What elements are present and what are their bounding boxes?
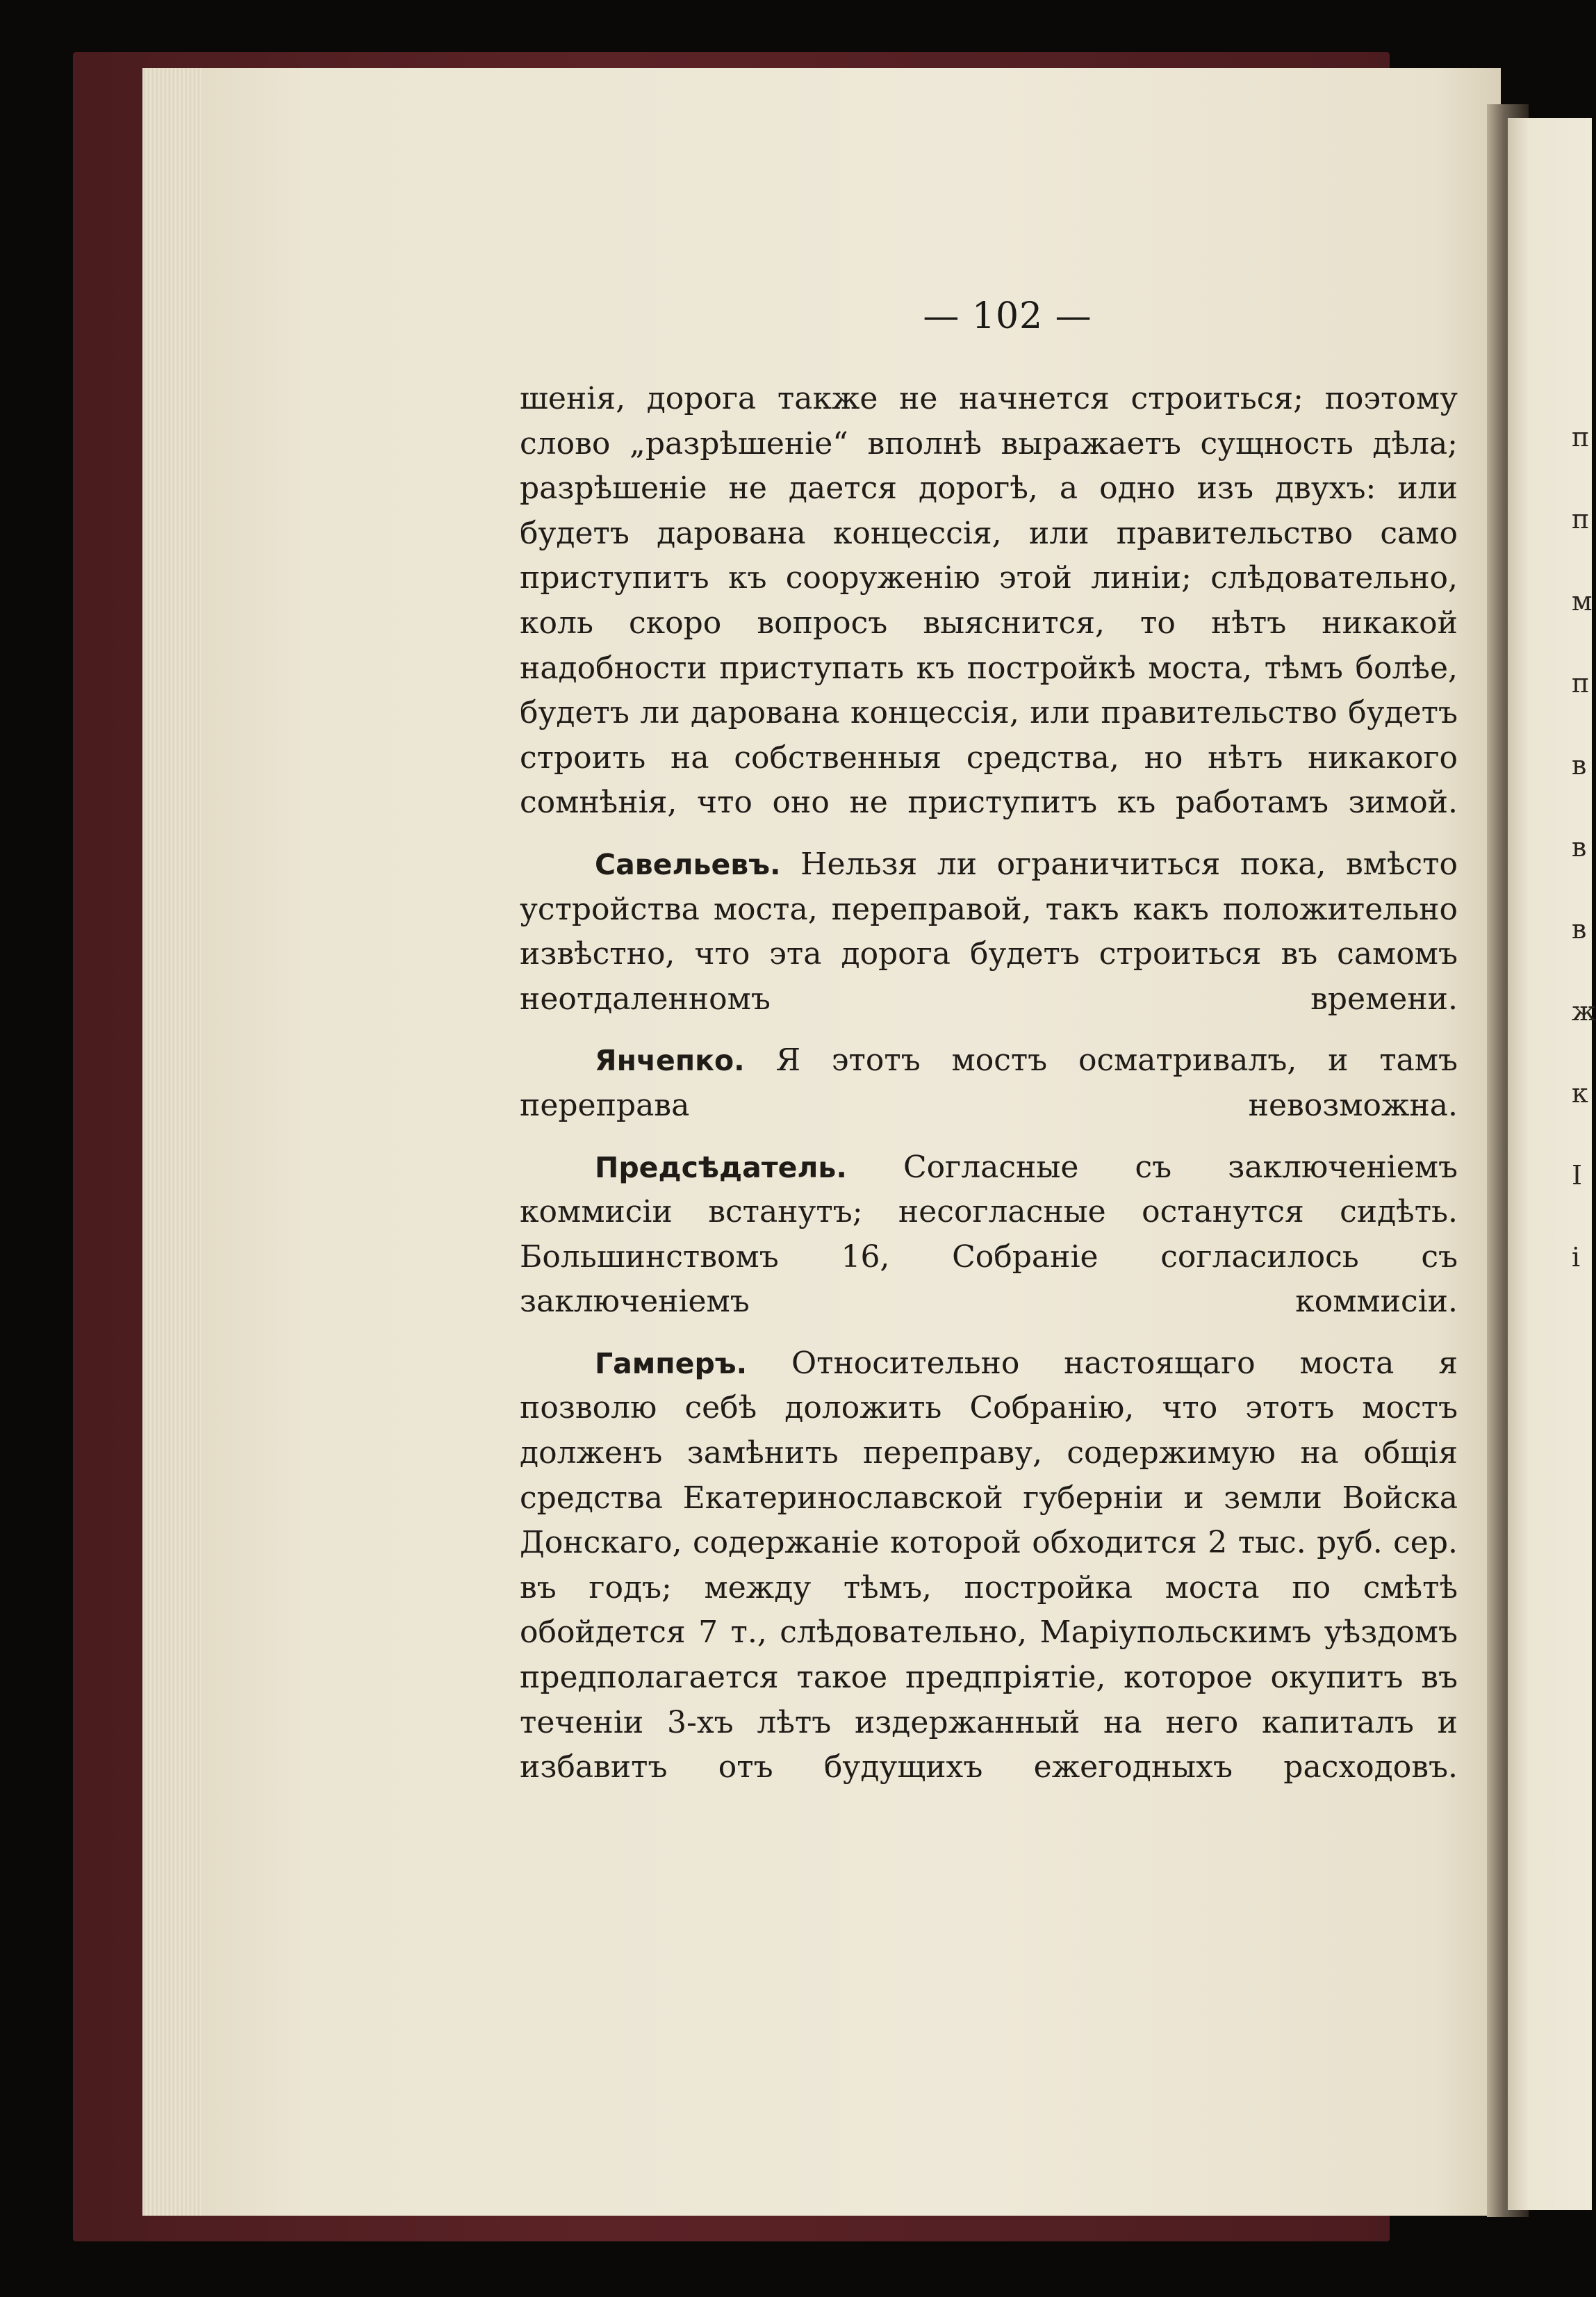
speaker-name: Предсѣдатель. [595, 1150, 847, 1184]
paragraph [520, 1341, 1458, 1790]
facing-page-letters [1572, 424, 1596, 1326]
speaker-name: Гамперъ. [595, 1346, 748, 1380]
facing-letter: м [1572, 586, 1593, 616]
speaker-name: Янчепко. [595, 1044, 745, 1078]
facing-letter: в [1572, 914, 1587, 945]
paragraph-text: шенія, дорога также не начнется строиться; поэтому слово „разрѣшеніе“ вполнѣ выражаетъ сущность дѣла; разрѣшеніе не дается дорогѣ, а одно изъ двухъ: или будетъ дарована концессія, или правительство само приступитъ къ сооруженію этой линіи; слѣдовательно, коль скоро вопросъ выяснится, то нѣтъ никакой надобности приступать къ постройкѣ моста, тѣмъ болѣе, будетъ ли дарована концессія, или правительство будетъ строить на собственныя средства, но нѣтъ никакого сомнѣнія, что оно не приступитъ къ работамъ зимой. [520, 381, 1458, 821]
page-edges [142, 68, 205, 2216]
facing-letter: в [1572, 750, 1587, 780]
paragraph [520, 377, 1458, 826]
facing-letter: і [1572, 1242, 1581, 1273]
facing-letter: п [1572, 422, 1590, 452]
facing-letter: п [1572, 668, 1590, 698]
page-number: — 102 — [923, 295, 1092, 337]
facing-letter: п [1572, 504, 1590, 534]
paragraph-text: Я этотъ мостъ осматривалъ, и тамъ переправа невозможна. [520, 1043, 1458, 1123]
paragraph-text: Согласные съ заключеніемъ коммисіи встанутъ; несогласные останутся сидѣть. Большинствомъ 16, Собраніе согласилось съ заключеніемъ коммисіи. [520, 1149, 1458, 1320]
paragraph [520, 842, 1458, 1022]
facing-letter: I [1572, 1160, 1583, 1191]
paragraph-text: Нельзя ли ограничиться пока, вмѣсто устройства моста, переправой, такъ какъ положительно извѣстно, что эта дорога будетъ строиться въ самомъ неотдаленномъ времени. [520, 846, 1458, 1017]
facing-letter: в [1572, 832, 1587, 863]
speaker-name: Савельевъ. [595, 847, 781, 881]
facing-letter: к [1572, 1078, 1588, 1109]
paragraph-text: Относительно настоящаго моста я позволю себѣ доложить Собранію, что этотъ мостъ долженъ замѣнить переправу, содержимую на общія средства Екатеринославской губерніи и земли Войска Донскаго, содержаніе которой обходится 2 тыс. руб. сер. въ годъ; между тѣмъ, постройка моста по смѣтѣ обойдется 7 т., слѣдовательно, Маріупольскимъ уѣздомъ предполагается такое предпріятіе, которое окупитъ въ теченіи 3-хъ лѣтъ издержанный на него капиталъ и избавитъ отъ будущихъ ежегодныхъ расходовъ. [520, 1345, 1458, 1785]
paragraph [520, 1145, 1458, 1325]
page-text [520, 377, 1458, 1807]
facing-letter: ж [1572, 996, 1596, 1027]
paragraph [520, 1038, 1458, 1128]
